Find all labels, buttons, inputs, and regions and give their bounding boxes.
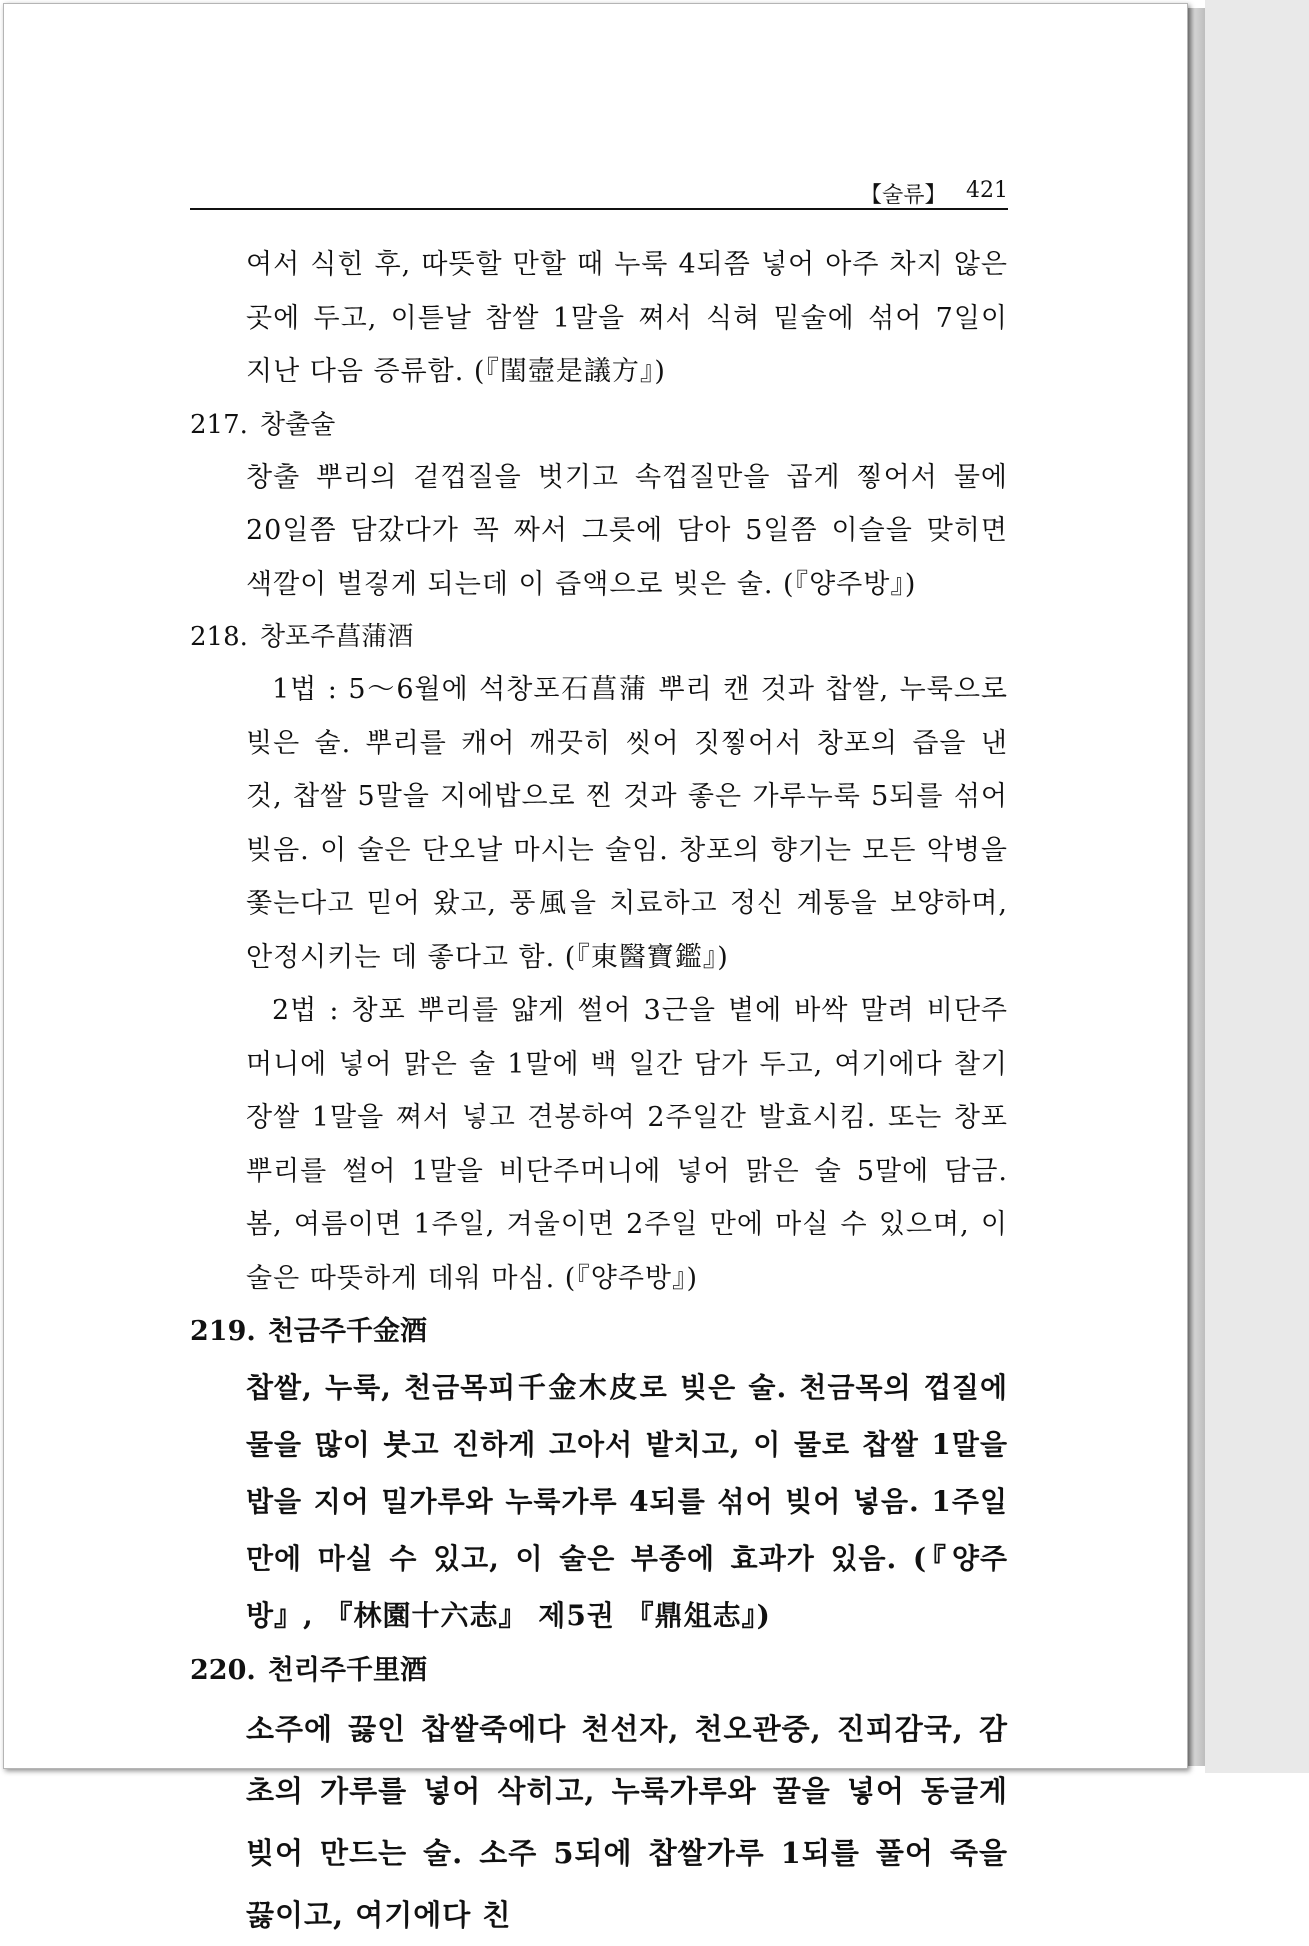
entry-217-heading bbox=[190, 399, 1008, 451]
section-label: 【술류】 bbox=[860, 183, 947, 208]
entry-219-body: 찹쌀, 누룩, 천금목피千金木皮로 빚은 술. 천금목의 껍질에 물을 많이 붓고 진하게 고아서 밭치고, 이 물로 찹쌀 1말을 밥을 지어 밀가루와 누룩가루 4되를 섞어 빚어 넣음. 1주일 만에 마실 수 있고, 이 술은 부종에 효과가 있음. (『양주방』, 『林園十六志』 제5권 『鼎俎志』) bbox=[246, 1371, 1008, 1632]
running-header bbox=[860, 178, 1008, 209]
entry-218-method-2: 2법 : 창포 뿌리를 얇게 썰어 3근을 볕에 바싹 말려 비단주머니에 넣어 맑은 술 1말에 백 일간 담가 두고, 여기에다 찰기장쌀 1말을 쪄서 넣고 견봉하여 2주일간 발효시킴. 또는 창포 뿌리를 썰어 1말을 비단주머니에 넣어 맑은 술 5말에 담금. 봄, 여름이면 1주일, 겨울이면 2주일 만에 마실 수 있으며, 이 술은 따뜻하게 데워 마심. (『양주방』) bbox=[246, 995, 1008, 1294]
entry-220-heading bbox=[190, 1644, 1008, 1698]
entry-220-body: 소주에 끓인 찹쌀죽에다 천선자, 천오관중, 진피감국, 감초의 가루를 넣어 삭히고, 누룩가루와 꿀을 넣어 동글게 빚어 만드는 술. 소주 5되에 찹쌀가루 1되를 풀어 죽을 끓이고, 여기에다 친 bbox=[246, 1712, 1008, 1932]
entry-title: 창출술 bbox=[259, 409, 336, 440]
entry-number: 217. bbox=[190, 409, 248, 440]
continued-paragraph: 여서 식힌 후, 따뜻할 만할 때 누룩 4되쯤 넣어 아주 차지 않은 곳에 두고, 이튿날 참쌀 1말을 쪄서 식혀 밑술에 섞어 7일이 지난 다음 증류함. (『閨壼是議方』) bbox=[246, 249, 1008, 387]
entry-number: 219. bbox=[190, 1316, 256, 1347]
entry-title: 천리주千里酒 bbox=[267, 1655, 428, 1686]
entry-218-method-1: 1법 : 5～6월에 석창포石菖蒲 뿌리 캔 것과 찹쌀, 누룩으로 빚은 술. 뿌리를 캐어 깨끗히 씻어 짓찧어서 창포의 즙을 낸 것, 찹쌀 5말을 지에밥으로 찐 것과 좋은 가루누룩 5되를 섞어 빚음. 이 술은 단오날 마시는 술임. 창포의 향기는 모든 악병을 쫓는다고 믿어 왔고, 풍風을 치료하고 정신 계통을 보양하며, 안정시키는 데 좋다고 함. (『東醫寶鑑』) bbox=[246, 674, 1008, 973]
entry-number: 220. bbox=[190, 1655, 256, 1686]
page-body bbox=[190, 238, 1008, 1946]
viewer-backdrop bbox=[1205, 0, 1309, 1773]
entry-219-heading bbox=[190, 1305, 1008, 1359]
entry-title: 창포주菖蒲酒 bbox=[259, 622, 414, 652]
header-rule bbox=[190, 208, 1008, 210]
entry-217-body: 창출 뿌리의 겉껍질을 벗기고 속껍질만을 곱게 찧어서 물에 20일쯤 담갔다가 꼭 짜서 그릇에 담아 5일쯤 이슬을 맞히면 색깔이 벌겋게 되는데 이 즙액으로 빚은 술. (『양주방』) bbox=[246, 461, 1008, 600]
entry-title: 천금주千金酒 bbox=[267, 1316, 428, 1347]
entry-number: 218. bbox=[190, 622, 248, 652]
page-edge bbox=[1188, 8, 1205, 1766]
entry-218-heading bbox=[190, 611, 1008, 663]
page-number: 421 bbox=[966, 178, 1008, 203]
